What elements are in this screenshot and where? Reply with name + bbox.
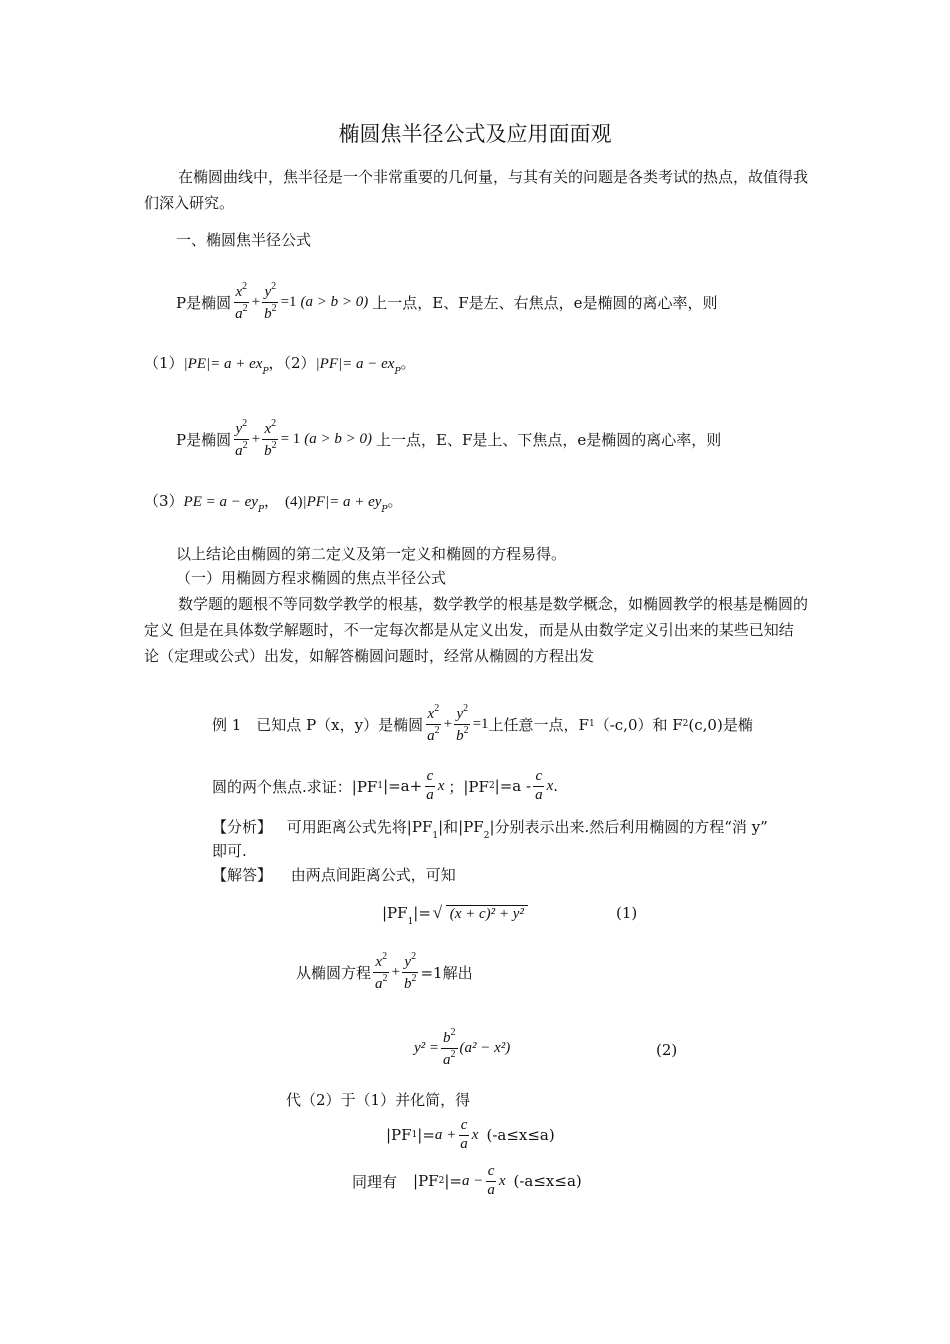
equation-2-number: (2) bbox=[656, 1041, 678, 1059]
case1-rhs: =1 bbox=[280, 293, 297, 310]
fraction-c-a-2: $\frac{c}{a}$ bbox=[535, 768, 543, 803]
result-pf1: |PF 1 |= a + $\frac{c}{a}$ x (-a≤x≤a) bbox=[386, 1117, 555, 1152]
fraction-y2-b2: $\frac{y^2}{b^2}$ bbox=[264, 281, 277, 322]
equation-1-number: (1) bbox=[616, 904, 638, 922]
example-1-claim: 圆的两个焦点.求证：|PF 1 |=a+ $\frac{c}{a}$ x ；|PF 2 |=a - $\frac{c}{a}$ x . bbox=[212, 768, 559, 803]
case2-condition: (a > b > 0) bbox=[304, 430, 373, 447]
formula-1-2: $(1)|PE|= a + ex_P$，$(2)|PF|= a - ex_P$。 bbox=[144, 354, 416, 377]
subsection-heading: （一）用椭圆方程求椭圆的焦点半径公式 bbox=[176, 569, 447, 587]
case1-lead: P是椭圆 bbox=[176, 293, 232, 312]
solution-line: 【解答】 由两点间距离公式，可知 bbox=[212, 866, 456, 884]
analysis-line-2: 即可. bbox=[212, 842, 247, 860]
solution-label: 【解答】 bbox=[212, 866, 273, 884]
page-title: 椭圆焦半径公式及应用面面观 bbox=[338, 122, 612, 146]
analysis-label: 【分析】 bbox=[212, 818, 273, 836]
case2-tail: 上一点，E、F是上、下焦点，e是椭圆的离心率，则 bbox=[376, 430, 722, 449]
sqrt-expression: √ (x + c)² + y² bbox=[446, 905, 528, 922]
section-heading: 一、椭圆焦半径公式 bbox=[176, 231, 312, 249]
formula-3-4: $(3)PE = a - ey_P$， $(4)|PF|= a + ey_P$。 bbox=[144, 492, 403, 515]
fraction-b2-a2: $\frac{b^2}{a^2}$ bbox=[443, 1027, 456, 1068]
substitution-text: 代（2）于（1）并化简，得 bbox=[286, 1091, 471, 1109]
equation-1: $|PF_1|=$ √ (x + c)² + y² bbox=[382, 904, 528, 927]
from-ellipse-eq: 从椭圆方程 $\frac{x^2}{a^2}$ + $\frac{y^2}{b^2}$ =1解出 bbox=[296, 951, 473, 992]
example-1: 例 1 已知点 P（x，y）是椭圆 $\frac{x^2}{a^2}$ + $\frac{y^2}{b^2}$ =1 上任意一点，F 1 （-c,0）和 F 2 (c,0)是椭 bbox=[212, 703, 753, 744]
formula-pf: |PF|= a − ex bbox=[315, 356, 395, 372]
ellipse-case-1 bbox=[176, 282, 718, 323]
body-paragraph: 数学题的题根不等同数学教学的根基，数学教学的根基是数学概念，如椭圆教学的根基是椭圆的定义 但是在具体数学解题时，不一定每次都是从定义出发，而是从由数学定义引出来的某些已知结论（定理或公式）出发，如解答椭圆问题时，经常从椭圆的方程出发 bbox=[144, 595, 809, 665]
formula-label-2: ，（2） bbox=[268, 354, 316, 372]
fraction-c-a: $\frac{c}{a}$ bbox=[426, 768, 434, 803]
fraction-x2-a2-solve: $\frac{x^2}{a^2}$ bbox=[375, 951, 388, 992]
formula-label-1: （1） bbox=[144, 354, 184, 372]
fraction-x2-a2: $\frac{x^2}{a^2}$ bbox=[235, 281, 248, 322]
fraction-y2-b2-ex: $\frac{y^2}{b^2}$ bbox=[456, 703, 469, 744]
formula-pf-vertical: |PF|= a + ey bbox=[302, 494, 382, 510]
case2-lead: P是椭圆 bbox=[176, 430, 232, 449]
conclusion-text: 以上结论由椭圆的第二定义及第一定义和椭圆的方程易得。 bbox=[176, 545, 567, 563]
equation-2: y² = $\frac{b^2}{a^2}$ (a² − x²) bbox=[414, 1027, 511, 1068]
case1-condition: (a > b > 0) bbox=[300, 293, 369, 310]
plus-sign: + bbox=[251, 293, 261, 310]
fraction-c-a-res2: $\frac{c}{a}$ bbox=[487, 1163, 495, 1198]
analysis-line: 【分析】 可用距离公式先将$|PF_1|$和$|PF_2|$分别表示出来.然后利用椭圆的方程“消 y” bbox=[212, 818, 768, 841]
intro-paragraph: 在椭圆曲线中，焦半径是一个非常重要的几何量，与其有关的问题是各类考试的热点，故值得我们深入研究。 bbox=[144, 168, 809, 212]
result-pf2: 同理有 |PF 2 |= a − $\frac{c}{a}$ x (-a≤x≤a) bbox=[352, 1163, 582, 1198]
case1-tail: 上一点，E、F是左、右焦点，e是椭圆的离心率，则 bbox=[372, 293, 718, 312]
fraction-x2-a2-ex: $\frac{x^2}{a^2}$ bbox=[427, 703, 440, 744]
fraction-y2-a2: $\frac{y^2}{a^2}$ bbox=[235, 418, 248, 459]
ellipse-case-2: P是椭圆 $\frac{y^2}{a^2}$ + $\frac{x^2}{b^2}$ = 1 (a > b > 0) 上一点，E、F是上、下焦点，e是椭圆的离心率，则 bbox=[176, 418, 722, 459]
fraction-y2-b2-solve: $\frac{y^2}{b^2}$ bbox=[403, 951, 417, 992]
fraction-x2-b2: $\frac{x^2}{b^2}$ bbox=[264, 418, 277, 459]
fraction-c-a-res1: $\frac{c}{a}$ bbox=[460, 1117, 468, 1152]
formula-pe: |PE|= a + ex bbox=[183, 356, 263, 372]
formula-pe-vertical: PE = a − ey bbox=[183, 494, 258, 510]
case2-rhs: = 1 bbox=[280, 430, 301, 447]
